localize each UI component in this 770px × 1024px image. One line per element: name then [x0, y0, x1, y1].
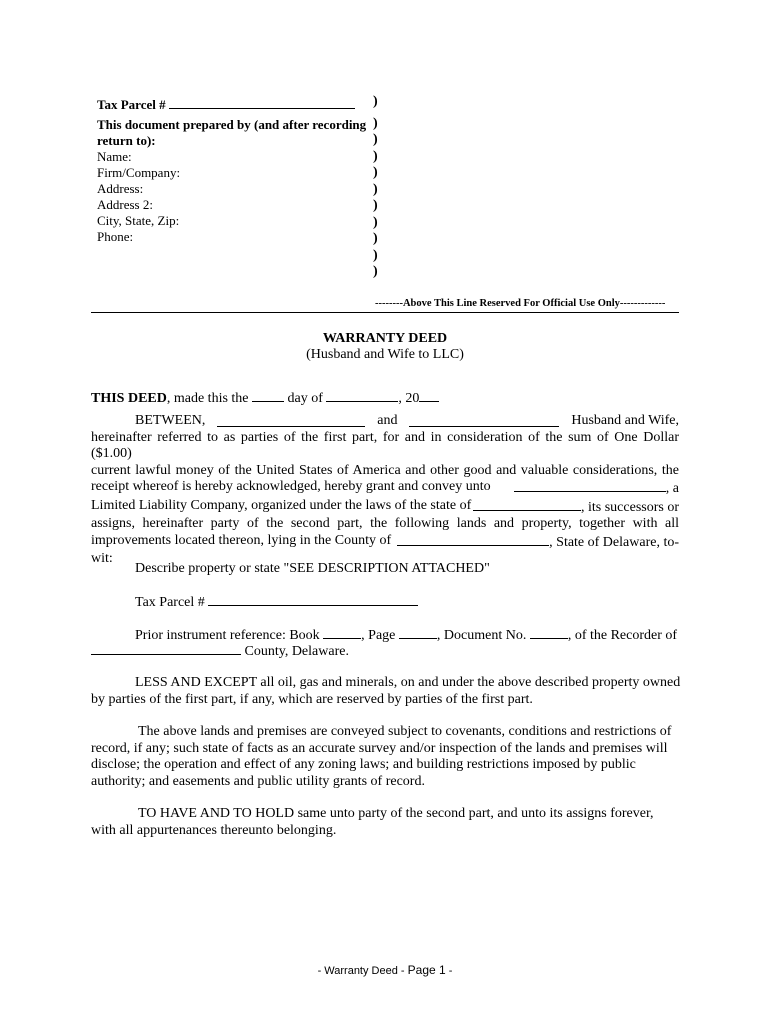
book-blank [323, 626, 361, 639]
footer-doc-name: - Warranty Deed - [317, 965, 405, 977]
less-except-line-2: by parties of the first part, if any, which are reserved by parties of the first part. [91, 691, 533, 707]
footer-dash: - [448, 965, 453, 977]
county-text: improvements located thereon, lying in the County of [91, 532, 392, 548]
official-use-notice: --------Above This Line Reserved For Official Use Only------------- [375, 298, 666, 309]
paren: ) [373, 165, 378, 180]
deed-date-line [91, 389, 439, 407]
paren: ) [373, 115, 378, 131]
state-delaware-text: , State of Delaware, to- [549, 534, 679, 550]
between-line-3: current lawful money of the United States of America and other good and valuable considerations, the [91, 462, 679, 478]
and-word: and [377, 413, 398, 428]
between-line-7 [91, 533, 679, 552]
less-except-line-1: LESS AND EXCEPT all oil, gas and minerals, on and under the above described property owned [135, 675, 681, 690]
habendum-line-1: TO HAVE AND TO HOLD same unto party of the second part, and unto its assigns forever, [138, 806, 654, 821]
tax-parcel-line [135, 593, 418, 611]
page-text: , Page [361, 628, 396, 643]
made-this-text: , made this the [166, 391, 249, 406]
tax-parcel-label-2: Tax Parcel # [135, 595, 205, 610]
conveyed-line-1: The above lands and premises are conveyed subject to covenants, conditions and restrictions of [138, 724, 672, 739]
describe-property: Describe property or state "SEE DESCRIPTION ATTACHED" [135, 561, 490, 576]
between-line-4 [91, 479, 679, 498]
paren: ) [373, 148, 378, 164]
year-text: , 20 [398, 391, 420, 406]
year-blank [419, 389, 439, 402]
tax-parcel-blank [169, 96, 355, 109]
deed-subtitle: (Husband and Wife to LLC) [306, 347, 464, 362]
husband-blank [217, 414, 365, 427]
conveyed-line-4: authority; and easements and public utility grants of record. [91, 773, 425, 789]
llc-name-blank [514, 479, 666, 492]
city-label: City, State, Zip: [97, 213, 180, 228]
wife-blank [409, 414, 559, 427]
day-of-text: day of [287, 391, 323, 406]
firm-label: Firm/Company: [97, 165, 181, 180]
recorder-text: , of the Recorder of [567, 628, 678, 643]
day-blank [252, 389, 284, 402]
successors-text: , its successors or [581, 499, 679, 515]
state-blank [473, 498, 581, 511]
this-deed-label: THIS DEED [91, 391, 167, 406]
county-delaware-text: County, Delaware. [244, 644, 349, 659]
between-line-1 [91, 413, 679, 430]
husband-wife-text: Husband and Wife, [571, 413, 679, 428]
paren: ) [373, 214, 378, 230]
between-line-2: hereinafter referred to as parties of the first part, for and in consideration of the sum of One Dollar ($1.00) [91, 429, 679, 461]
between-paragraph [91, 413, 679, 568]
prepared-by-line: This document prepared by (and after recording [97, 117, 367, 132]
paren: ) [373, 264, 378, 279]
recorder-county-blank [91, 642, 241, 655]
habendum-line-2: with all appurtenances thereunto belonging. [91, 822, 337, 838]
return-to-line: return to): [97, 133, 156, 148]
tax-parcel-blank-2 [208, 593, 418, 606]
between-line-8: wit: [91, 551, 113, 566]
address-label: Address: [97, 181, 144, 196]
llc-suffix: , a [665, 481, 679, 496]
paren: ) [373, 132, 378, 147]
state-text: Limited Liability Company, organized under the laws of the state of [91, 497, 472, 513]
footer-page-number: Page 1 [407, 963, 446, 977]
paren: ) [373, 247, 378, 263]
prior-book-text: Prior instrument reference: Book [135, 628, 320, 643]
paren: ) [373, 198, 378, 213]
prior-county-line [91, 642, 349, 660]
recording-parens [373, 94, 378, 281]
grantee-text: receipt whereof is hereby acknowledged, hereby grant and convey unto [91, 479, 491, 494]
address2-label: Address 2: [97, 197, 153, 212]
doc-text: , Document No. [436, 628, 527, 643]
conveyed-line-3: disclose; the operation and effect of any zoning laws; and building restrictions imposed by public [91, 757, 636, 772]
paren: ) [373, 231, 378, 246]
page-blank [399, 626, 437, 639]
habendum-paragraph [91, 806, 681, 839]
official-use-rule [91, 312, 679, 313]
deed-title: WARRANTY DEED [322, 331, 448, 346]
name-label: Name: [97, 149, 132, 164]
doc-blank [530, 626, 568, 639]
conveyed-paragraph [91, 724, 681, 790]
between-line-6: assigns, hereinafter party of the second part, the following lands and property, together with all [91, 516, 679, 531]
tax-parcel-header [97, 96, 355, 113]
paren: ) [373, 181, 378, 197]
tax-parcel-label: Tax Parcel # [97, 97, 166, 112]
between-word: BETWEEN, [135, 413, 206, 428]
conveyed-line-2: record, if any; such state of facts as an accurate survey and/or inspection of the lands and premises will [91, 740, 668, 756]
page-footer [0, 963, 770, 977]
county-blank [397, 533, 549, 546]
month-blank [326, 389, 398, 402]
paren: ) [373, 94, 378, 109]
less-except-paragraph [91, 675, 681, 708]
phone-label: Phone: [97, 229, 134, 244]
between-line-5 [91, 498, 679, 517]
